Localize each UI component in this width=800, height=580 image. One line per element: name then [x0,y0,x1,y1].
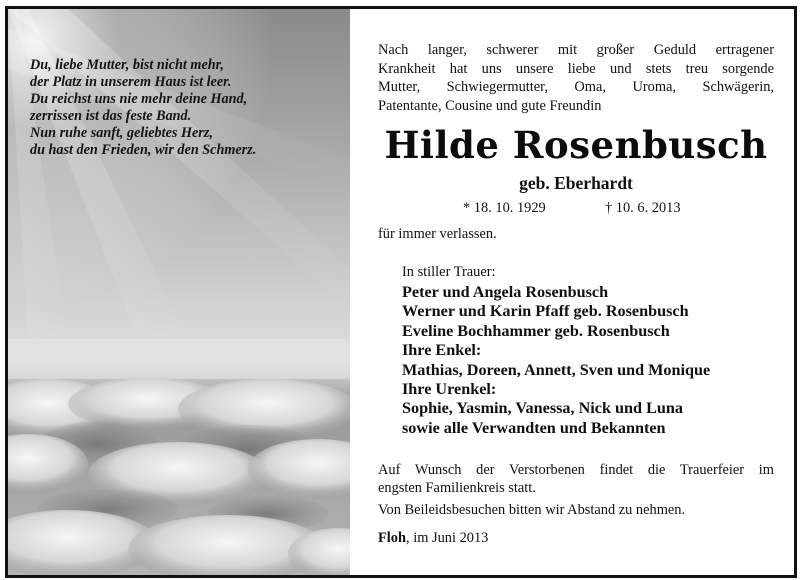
poem-line: der Platz in unserem Haus ist leer. [30,74,232,90]
intro-line: Krankheit hat uns unsere liebe und stets treu sorgende [378,60,774,77]
intro-line: Nach langer, schwerer mit großer Geduld ertragener [378,42,774,58]
poem [30,57,340,159]
poem-line: du hast den Frieden, wir den Schmerz. [30,142,257,158]
obituary-frame [5,6,797,578]
mourner-row: Eveline Bochhammer geb. Rosenbusch [402,321,670,340]
condolence-note: Von Beileidsbesuchen bitten wir Abstand zu nehmen. [378,502,686,518]
mourner-row: Ihre Urenkel: [402,380,497,399]
mourner-row: Werner und Karin Pfaff geb. Rosenbusch [402,302,689,321]
mourner-row: Peter und Angela Rosenbusch [402,283,609,301]
mourner-row: sowie alle Verwandten und Bekannten [402,418,666,437]
deceased-name: Hilde Rosenbusch [384,123,768,167]
poem-line: Du reichst uns nie mehr deine Hand, [30,91,248,107]
mourner-row: Sophie, Yasmin, Vanessa, Nick und Luna [402,399,683,418]
mourner-row: Ihre Enkel: [402,341,482,360]
poem-line: zerrissen ist das feste Band. [30,108,192,124]
poem-line: Nun ruhe sanft, geliebtes Herz, [30,125,213,141]
mourners-list [402,263,710,438]
intro-line: Mutter, Schwiegermutter, Oma, Uroma, Schwägerin, [378,79,774,95]
funeral-note [378,461,774,497]
poem-line: Du, liebe Mutter, bist nicht mehr, [30,57,224,73]
place-month: , im Juni 2013 [406,530,489,546]
place-date [378,529,488,547]
sky-clouds-photo [8,9,350,575]
intro-line: Patentante, Cousine und gute Freundin [378,97,602,114]
funeral-note-line: engsten Familienkreis statt. [378,480,536,496]
left-forever-text: für immer verlassen. [378,226,497,242]
intro-paragraph [378,41,774,115]
maiden-name: geb. Eberhardt [519,173,633,193]
funeral-note-line: Auf Wunsch der Verstorbenen findet die Trauerfeier im [378,462,774,478]
mourner-row: Mathias, Doreen, Annett, Sven und Monique [402,360,711,379]
closing-notes [378,461,774,519]
mourners-heading: In stiller Trauer: [402,264,496,280]
birth-date: * 18. 10. 1929 [463,200,546,216]
place-town: Floh [378,530,406,546]
death-date: † 10. 6. 2013 [605,200,681,216]
